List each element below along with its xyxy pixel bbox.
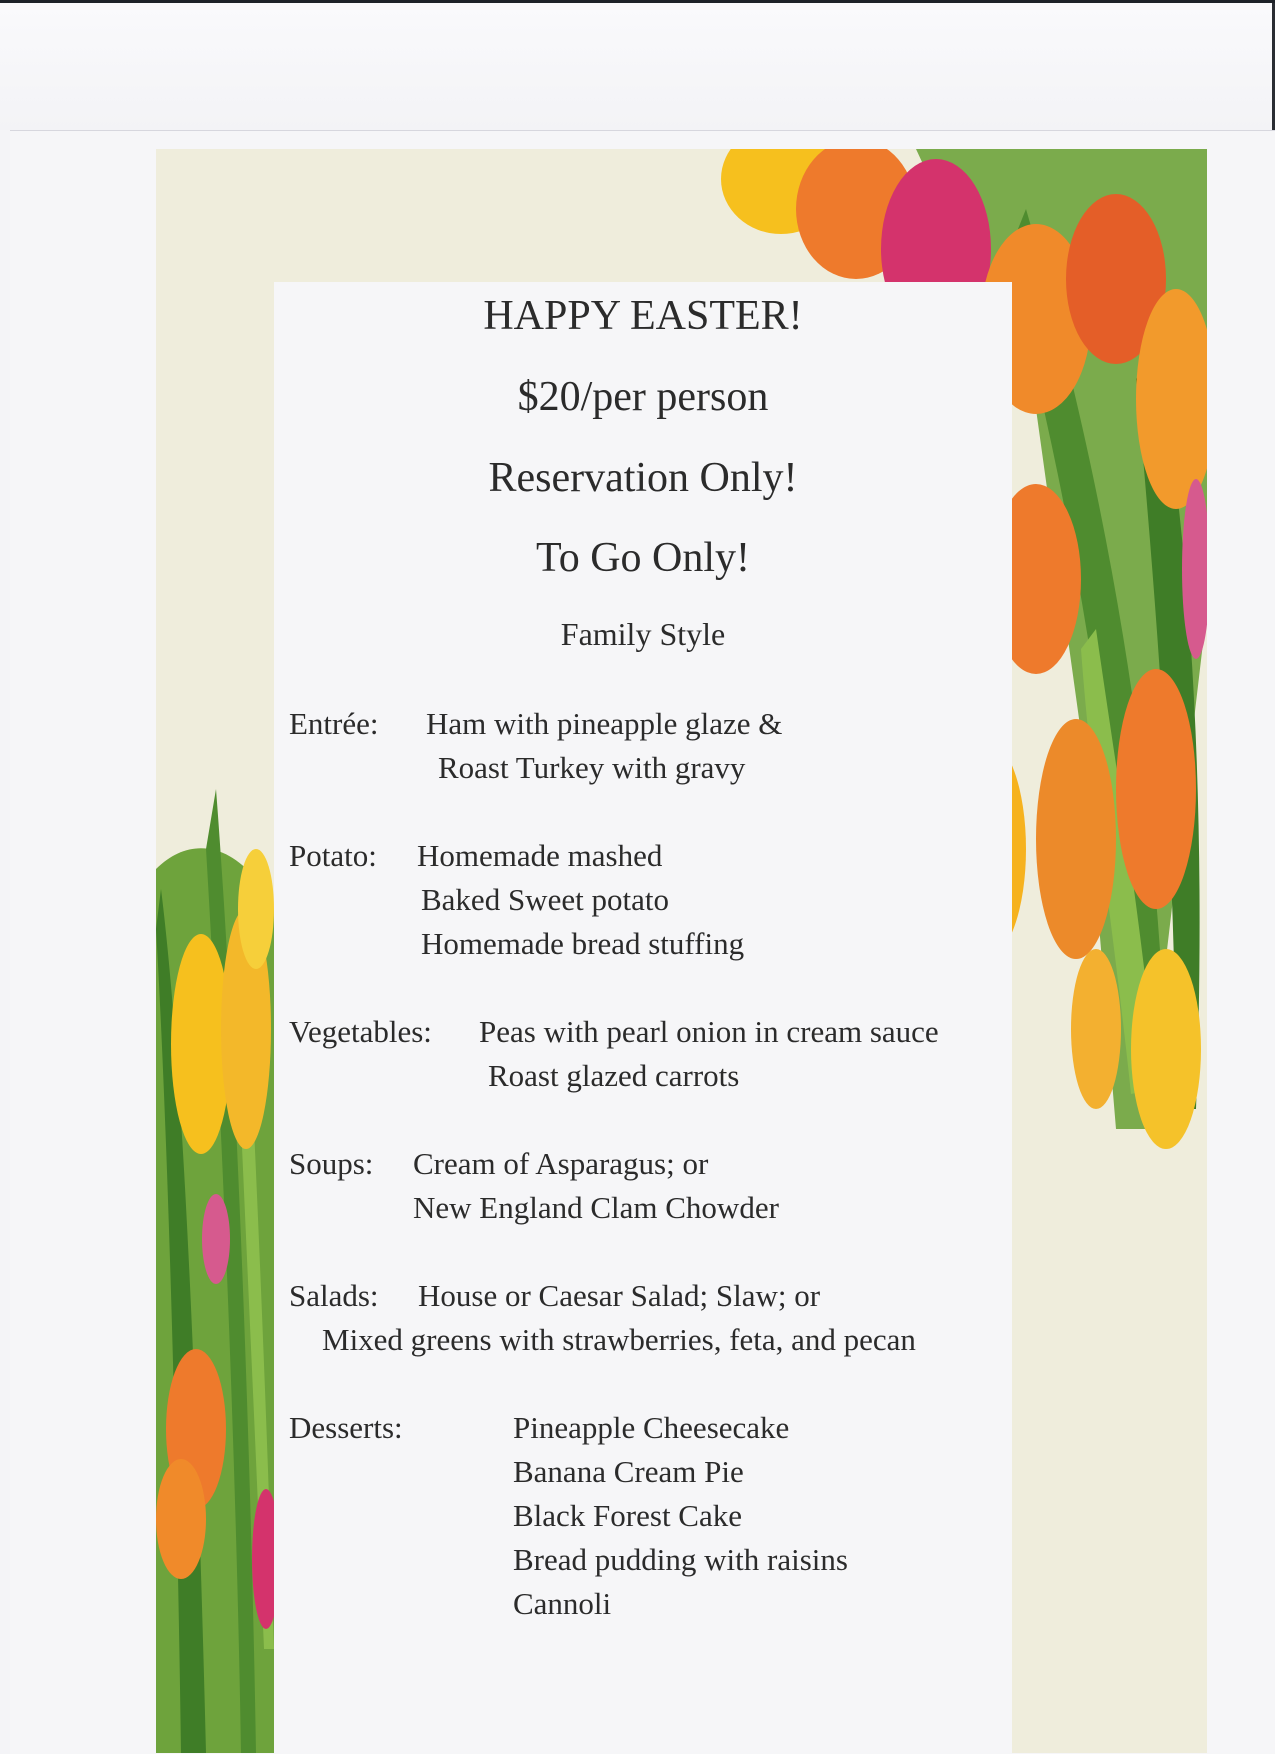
salads-item: Mixed greens with strawberries, feta, and pecan <box>322 1322 916 1357</box>
vegetables-label: Vegetables: <box>289 1014 432 1049</box>
entree-item: Ham with pineapple glaze & <box>426 706 783 741</box>
desserts-label: Desserts: <box>289 1410 403 1445</box>
dessert-item: Banana Cream Pie <box>513 1454 744 1489</box>
reservation-notice: Reservation Only! <box>488 455 798 501</box>
back-paper-sheet <box>0 0 1275 130</box>
dessert-item: Pineapple Cheesecake <box>513 1410 790 1445</box>
potato-item: Homemade bread stuffing <box>421 926 745 961</box>
to-go-notice: To Go Only! <box>535 535 751 581</box>
entree-label: Entrée: <box>289 706 379 741</box>
salads-item: House or Caesar Salad; Slaw; or <box>418 1278 821 1313</box>
salads-label: Salads: <box>289 1278 379 1313</box>
price-per-person: $20/per person <box>517 374 769 420</box>
soups-label: Soups: <box>289 1146 374 1181</box>
entree-item: Roast Turkey with gravy <box>438 750 746 785</box>
potato-item: Baked Sweet potato <box>421 882 669 917</box>
vegetables-item: Peas with pearl onion in cream sauce <box>479 1014 939 1049</box>
menu-title: HAPPY EASTER! <box>483 293 803 339</box>
soups-item: Cream of Asparagus; or <box>413 1146 709 1181</box>
service-style: Family Style <box>560 616 726 652</box>
dessert-item: Cannoli <box>513 1586 612 1621</box>
dessert-item: Black Forest Cake <box>513 1498 743 1533</box>
dessert-item: Bread pudding with raisins <box>513 1542 848 1577</box>
potato-item: Homemade mashed <box>417 838 663 873</box>
soups-item: New England Clam Chowder <box>413 1190 779 1225</box>
vegetables-item: Roast glazed carrots <box>488 1058 740 1093</box>
potato-label: Potato: <box>289 838 377 873</box>
